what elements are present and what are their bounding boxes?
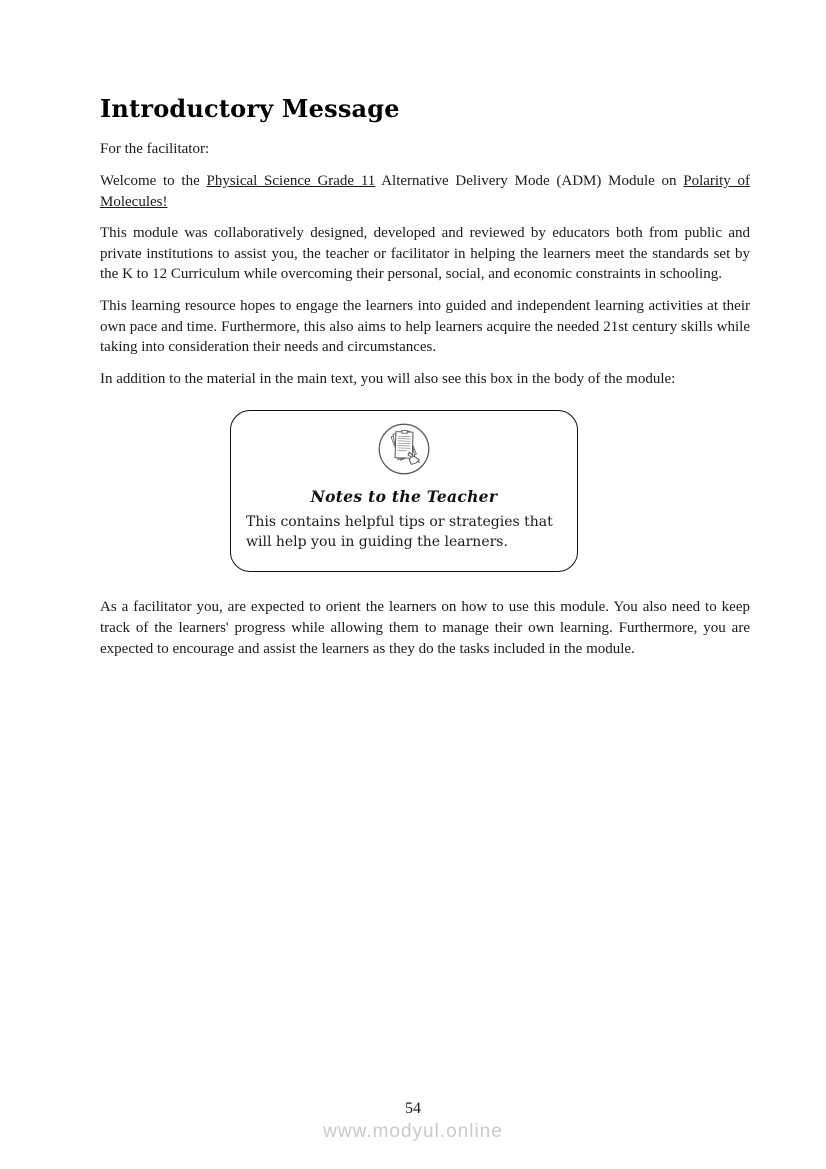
paragraph-box-intro: In addition to the material in the main text, you will also see this box in the body of the module: (100, 370, 676, 387)
salutation-text: For the facilitator: (100, 141, 210, 158)
welcome-text-part2: Alternative Delivery Mode (ADM) Module on (375, 172, 684, 189)
page-content (100, 96, 750, 670)
subject-title-underlined: Physical Science Grade 11 (206, 172, 376, 189)
watermark-url: www.modyul.online (323, 1121, 503, 1142)
paragraph-module-design: This module was collaboratively designed, developed and reviewed by educators both from public and private institutions to assist you, the teacher or facilitator in helping the learners meet the standards set by the K to 12 Curriculum while overcoming their personal, social, and economic constraints in schooling. (100, 225, 750, 283)
welcome-paragraph (100, 171, 750, 212)
module-title-underlined: Polarity of Molecules! (100, 172, 750, 210)
paragraph-facilitator-role: As a facilitator you, are expected to orient the learners on how to use this module. You also need to keep track of the learners' progress while allowing them to manage their own learning. Furthermore, you are expected to encourage and assist the learners as they do the tasks included in the module. (100, 599, 750, 657)
note-box-body: This contains helpful tips or strategies that will help you in guiding the learners. (246, 514, 553, 550)
welcome-text-part1: Welcome to the (100, 172, 207, 189)
notes-to-teacher-box (230, 410, 578, 572)
page-title: Introductory Message (100, 94, 400, 123)
paragraph-learning-resource: This learning resource hopes to engage the learners into guided and independent learning activities at their own pace and time. Furthermore, this also aims to help learners acquire the needed 21st century skills while taking into consideration their needs and circumstances. (100, 297, 750, 356)
notes-and-pen-icon (377, 422, 431, 476)
note-box-title: Notes to the Teacher (310, 487, 498, 507)
page-number: 54 (405, 1100, 421, 1117)
